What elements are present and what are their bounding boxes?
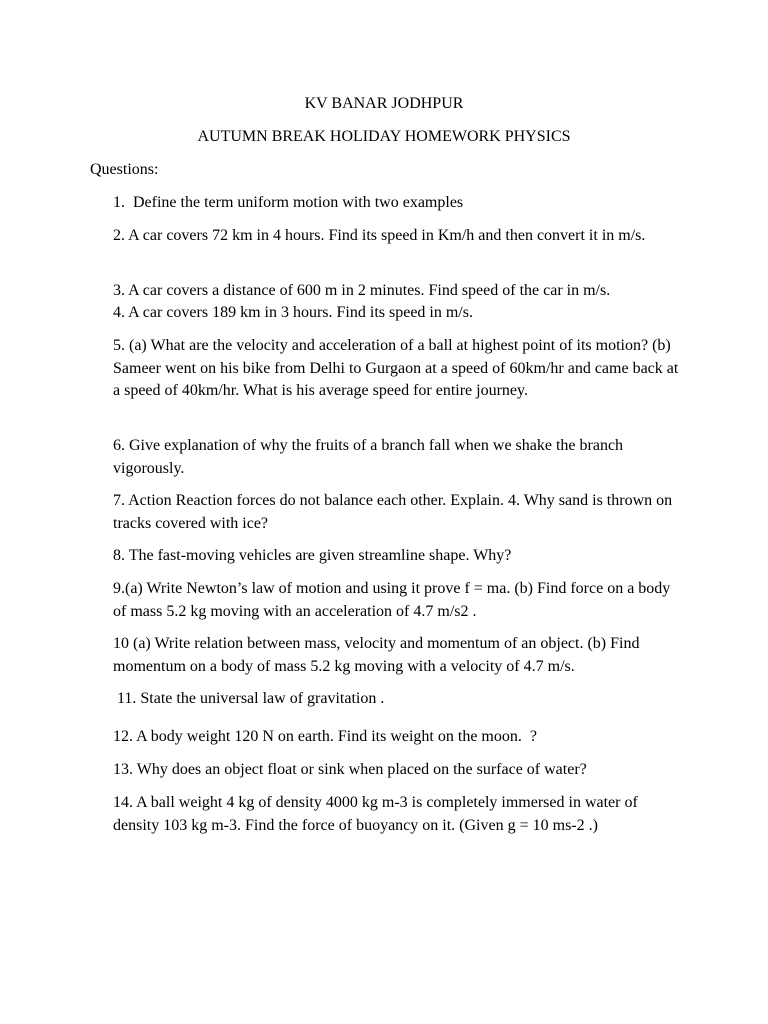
question-9: 9.(a) Write Newton’s law of motion and using it prove f = ma. (b) Find force on a body of mass 5.2 kg moving with an acceleration of 4.7 m/s2 . xyxy=(113,580,671,620)
question-3: 3. A car covers a distance of 600 m in 2 minutes. Find speed of the car in m/s. xyxy=(113,282,611,299)
question-5: 5. (a) What are the velocity and acceleration of a ball at highest point of its motion? (b) Sameer went on his bike from Delhi to Gurgaon at a speed of 60km/hr and came back at a speed of 40km/hr. What is his average speed for entire journey. xyxy=(113,337,679,399)
question-6: 6. Give explanation of why the fruits of a branch fall when we shake the branch vigorously. xyxy=(113,437,624,477)
question-7: 7. Action Reaction forces do not balance each other. Explain. 4. Why sand is thrown on tracks covered with ice? xyxy=(113,492,673,532)
question-1: 1. Define the term uniform motion with two examples xyxy=(113,194,464,211)
question-14: 14. A ball weight 4 kg of density 4000 kg m-3 is completely immersed in water of density 103 kg m-3. Find the force of buoyancy on it. (Given g = 10 ms-2 .) xyxy=(113,794,638,834)
question-12: 12. A body weight 120 N on earth. Find its weight on the moon. ? xyxy=(113,728,537,745)
questions-heading: Questions: xyxy=(90,161,159,178)
question-10: 10 (a) Write relation between mass, velocity and momentum of an object. (b) Find momentum on a body of mass 5.2 kg moving with a velocity of 4.7 m/s. xyxy=(113,635,640,675)
school-name: KV BANAR JODHPUR xyxy=(304,95,464,112)
question-13: 13. Why does an object float or sink when placed on the surface of water? xyxy=(113,761,587,778)
document-title: AUTUMN BREAK HOLIDAY HOMEWORK PHYSICS xyxy=(197,128,571,145)
question-2: 2. A car covers 72 km in 4 hours. Find its speed in Km/h and then convert it in m/s. xyxy=(113,227,646,244)
question-4: 4. A car covers 189 km in 3 hours. Find its speed in m/s. xyxy=(113,304,473,321)
question-11: 11. State the universal law of gravitation . xyxy=(113,690,385,707)
question-8: 8. The fast-moving vehicles are given streamline shape. Why? xyxy=(113,547,512,564)
